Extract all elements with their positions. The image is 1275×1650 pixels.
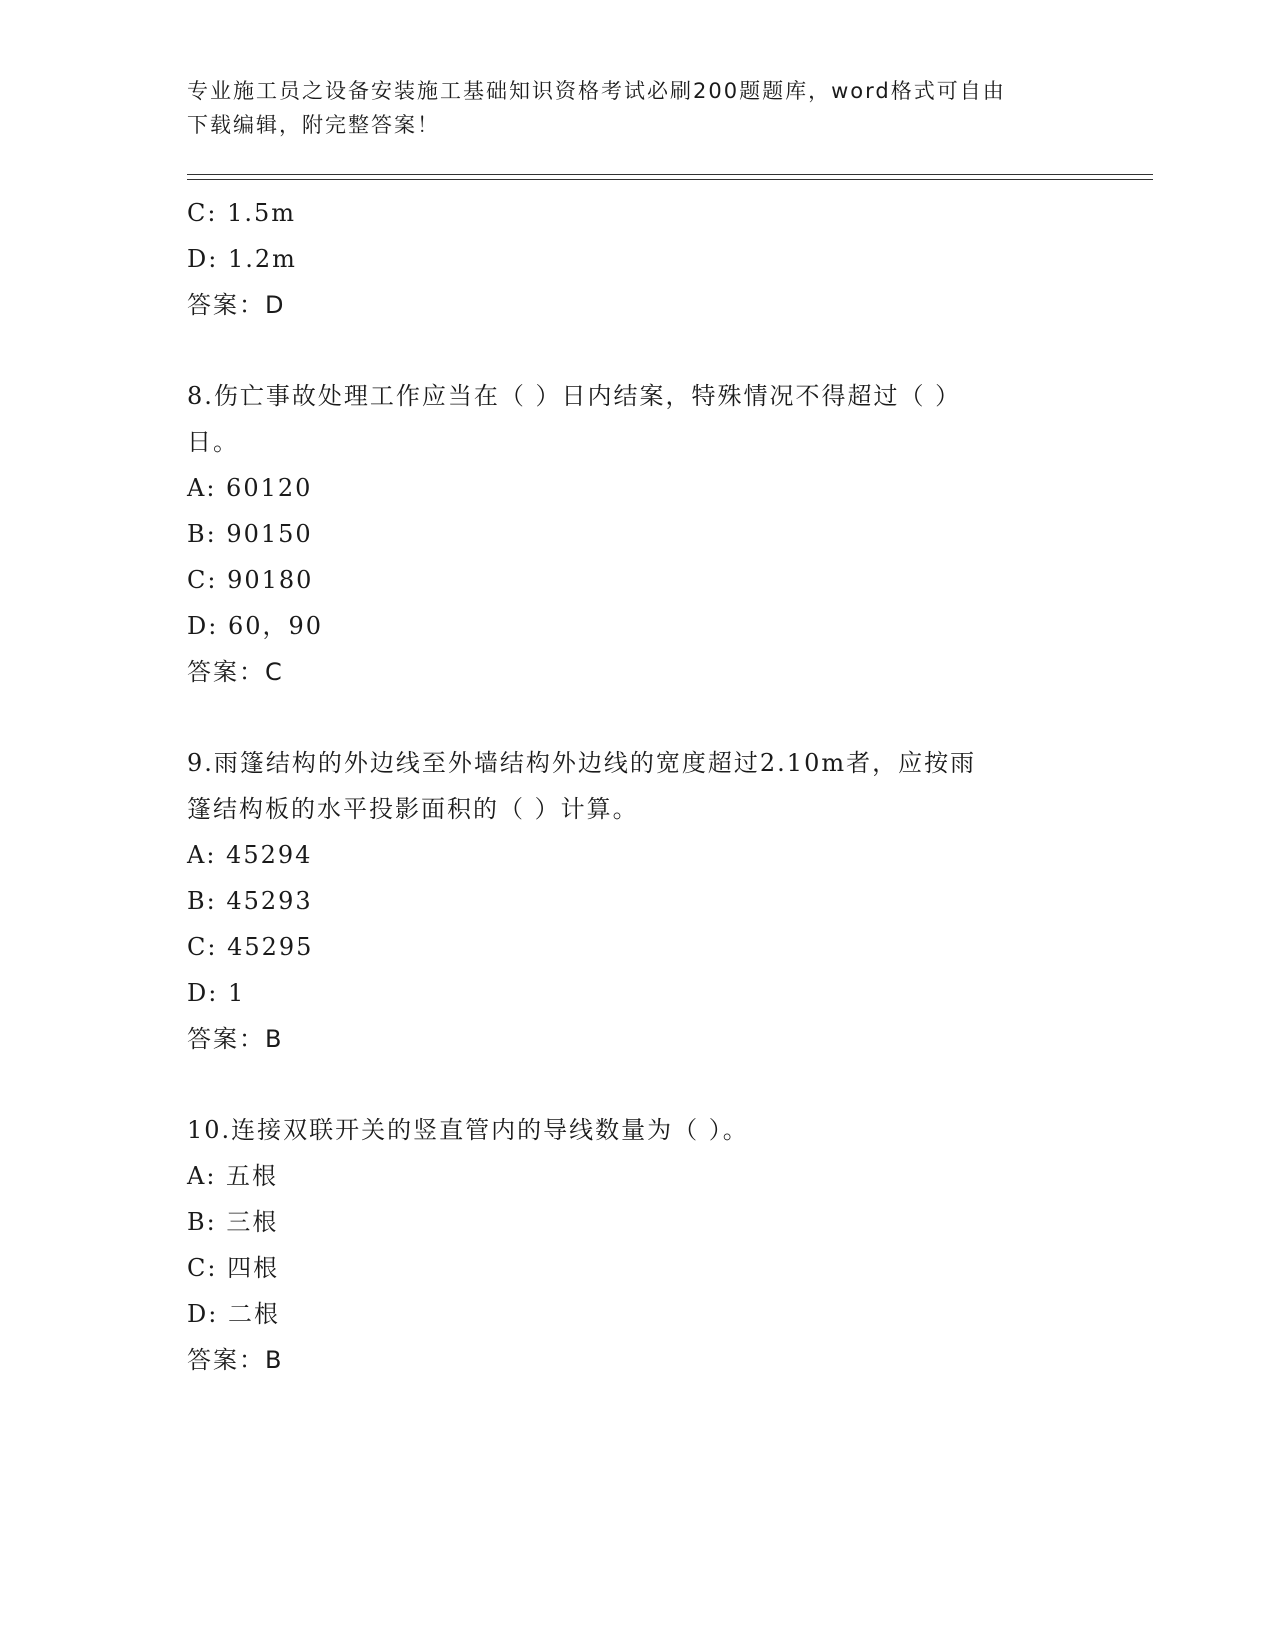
- question-stem-continued: 篷结构板的水平投影面积的（ ）计算。: [187, 795, 639, 823]
- option-d: D: 二根: [187, 1300, 280, 1328]
- option-c: C: 1.5m: [187, 199, 297, 227]
- document-header: [187, 74, 1067, 142]
- answer-line: 答案：B: [187, 1346, 284, 1374]
- header-line-1: 专业施工员之设备安装施工基础知识资格考试必刷200题题库，word格式可自由: [187, 79, 1006, 103]
- option-b: B: 45293: [187, 887, 313, 915]
- option-c: C: 四根: [187, 1254, 280, 1282]
- option-a: A: 60120: [187, 474, 313, 502]
- header-divider-bottom: [187, 179, 1153, 180]
- header-line-2: 下载编辑，附完整答案！: [187, 113, 440, 137]
- option-a: A: 45294: [187, 841, 313, 869]
- question-9: [187, 740, 1067, 1062]
- option-b: B: 90150: [187, 520, 313, 548]
- question-content: [187, 190, 1067, 1383]
- answer-line: 答案：D: [187, 291, 286, 319]
- answer-line: 答案：B: [187, 1025, 284, 1053]
- question-stem: 10.连接双联开关的竖直管内的导线数量为（ ）。: [187, 1116, 749, 1144]
- question-10: [187, 1107, 1067, 1383]
- question-8: [187, 373, 1067, 695]
- question-stem-continued: 日。: [187, 428, 239, 456]
- option-d: D: 1: [187, 979, 246, 1007]
- previous-question-tail: [187, 190, 1067, 328]
- option-c: C: 90180: [187, 566, 314, 594]
- option-d: D: 1.2m: [187, 245, 297, 273]
- option-d: D: 60，90: [187, 612, 324, 640]
- answer-line: 答案：C: [187, 658, 284, 686]
- question-stem: 9.雨篷结构的外边线至外墙结构外边线的宽度超过2.10m者，应按雨: [187, 749, 977, 777]
- header-divider-top: [187, 174, 1153, 175]
- option-b: B: 三根: [187, 1208, 279, 1236]
- option-a: A: 五根: [187, 1162, 279, 1190]
- question-stem: 8.伤亡事故处理工作应当在（ ）日内结案，特殊情况不得超过（ ）: [187, 382, 962, 410]
- option-c: C: 45295: [187, 933, 314, 961]
